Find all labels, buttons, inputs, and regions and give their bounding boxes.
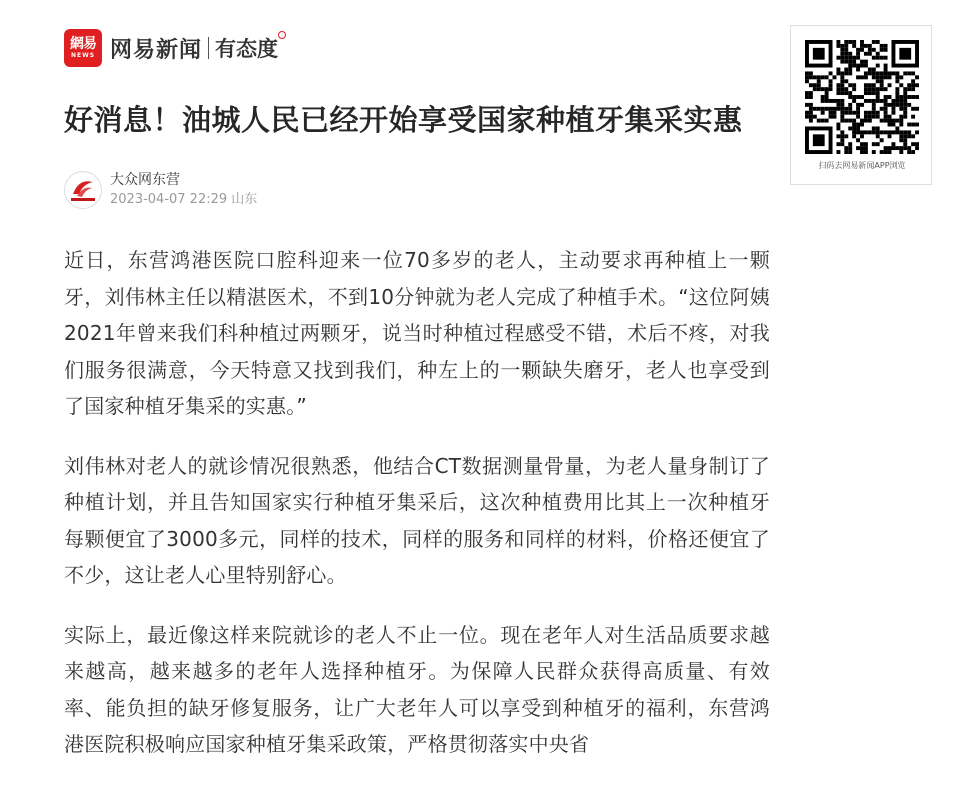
article-body [64, 242, 770, 786]
brand-name[interactable]: 网易新闻 [110, 37, 203, 63]
article-title: 好消息！油城人民已经开始享受国家种植牙集采实惠 [64, 103, 743, 137]
registered-mark-icon [278, 31, 286, 39]
author-block [64, 170, 257, 210]
paragraph: 刘伟林对老人的就诊情况很熟悉，他结合CT数据测量骨量，为老人量身制订了种植计划，并且告知国家实行种植牙集采后，这次种植费用比其上一次种植牙每颗便宜了3000多元，同样的技术，同样的服务和同样的材料，价格还便宜了不少，这让老人心里特别舒心。 [64, 453, 770, 587]
author-avatar[interactable] [64, 171, 102, 209]
avatar-logo-icon [65, 172, 101, 208]
qr-caption: 扫码去网易新闻APP浏览 [818, 161, 906, 170]
paragraph: 近日，东营鸿港医院口腔科迎来一位70多岁的老人，主动要求再种植上一颗牙，刘伟林主任以精湛医术，不到10分钟就为老人完成了种植手术。“这位阿姨2021年曾来我们科种植过两颗牙，说当时种植过程感受不错，术后不疼，对我们服务很满意，今天特意又找到我们，种左上的一颗缺失磨牙，老人也享受到了国家种植牙集采的实惠。” [64, 248, 770, 418]
slogan-text: 有态度 [215, 37, 279, 61]
logo-subtext: NEWS [70, 52, 96, 59]
qr-code-panel [790, 25, 932, 185]
author-name[interactable]: 大众网东营 [110, 172, 180, 188]
paragraph: 实际上，最近像这样来院就诊的老人不止一位。现在老年人对生活品质要求越来越高，越来越多的老年人选择种植牙。为保障人民群众获得高质量、有效率、能负担的缺牙修复服务，让广大老年人可以享受到种植牙的福利，东营鸿港医院积极响应国家种植牙集采政策，严格贯彻落实中央省 [64, 622, 770, 756]
brand-slogan [215, 33, 278, 63]
netease-logo[interactable] [64, 29, 102, 67]
logo-text: 網易 [70, 36, 96, 52]
qr-code-icon[interactable] [805, 40, 919, 154]
publish-meta: 2023-04-07 22:29 山东 [110, 192, 258, 207]
author-info [110, 170, 257, 210]
brand-divider [208, 37, 209, 59]
site-header [64, 28, 278, 68]
